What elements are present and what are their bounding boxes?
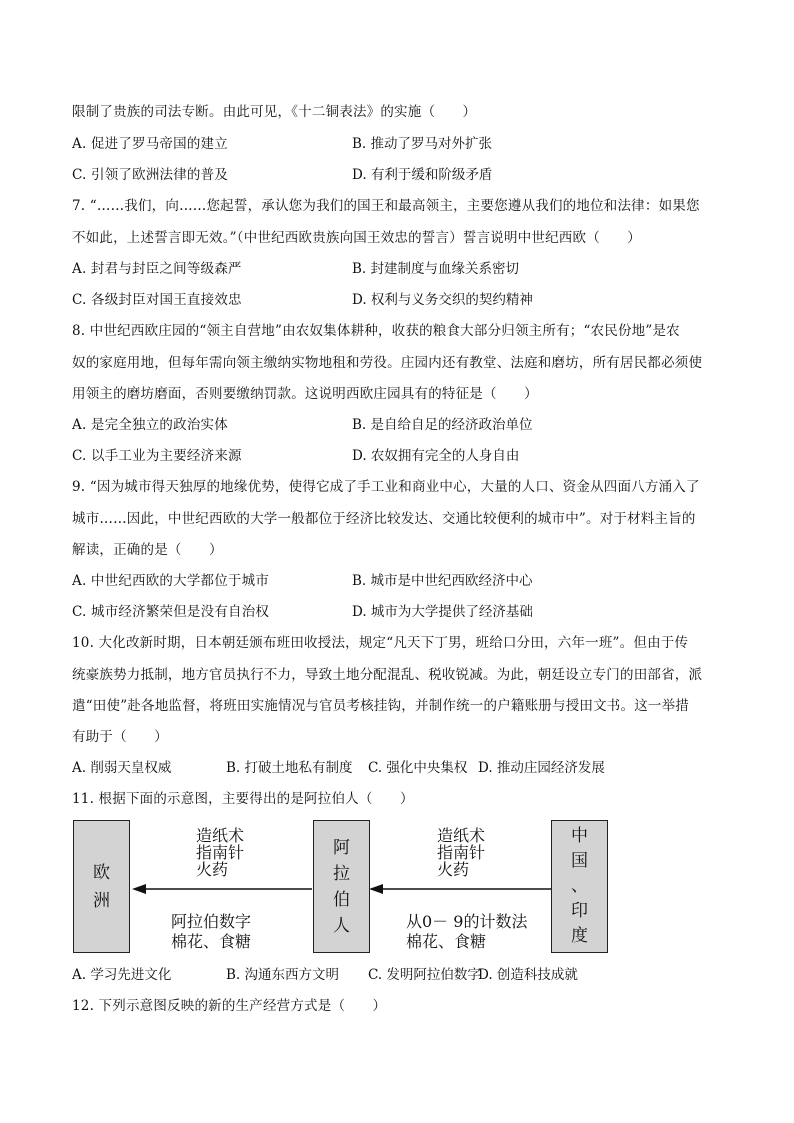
box-arab: 阿 拉 伯 人	[313, 820, 370, 953]
q9-stem-line1: 9. “因为城市得天独厚的地缘优势，使得它成了手工业和商业中心，大量的人口、资金从四面八方涌入了	[72, 479, 700, 495]
q11-option-b: B. 沟通东西方文明	[226, 967, 340, 983]
right-top-labels: 造纸术 指南针 火药	[437, 826, 486, 879]
arrowhead-right	[369, 884, 383, 894]
q9-option-c: C. 城市经济繁荣但是没有自治权	[72, 604, 270, 620]
q9-stem-line3: 解读，正确的是（ ）	[72, 542, 223, 558]
q7-option-d: D. 权利与义务交织的契约精神	[352, 292, 533, 308]
q10-option-d: D. 推动庄园经济发展	[478, 760, 605, 776]
q6-stem-tail: 限制了贵族的司法专断。由此可见，《十二铜表法》的实施（ ）	[72, 104, 477, 120]
q10-stem-line2: 统豪族势力抵制，地方官员执行不力，导致土地分配混乱、税收锐减。为此，朝廷设立专门的田部省，派	[72, 667, 703, 683]
q9-option-b: B. 城市是中世纪西欧经济中心	[352, 573, 533, 589]
q10-option-c: C. 强化中央集权	[368, 760, 468, 776]
q7-option-a: A. 封君与封臣之间等级森严	[72, 261, 242, 277]
q11-option-a: A. 学习先进文化	[72, 967, 172, 983]
q10-stem-line3: 遣“田使”赴各地监督，将班田实施情况与官员考核挂钩，并制作统一的户籍账册与授田文书。这一举措	[72, 698, 690, 714]
q9-option-a: A. 中世纪西欧的大学都位于城市	[72, 573, 270, 589]
q11-option-c: C. 发明阿拉伯数字	[368, 967, 481, 983]
q8-stem-line2: 奴的家庭用地，但每年需向领主缴纳实物地租和劳役。庄园内还有教堂、法庭和磨坊，所有居民都必须使	[72, 355, 703, 371]
q9-stem-line2: 城市……因此，中世纪西欧的大学一般都位于经济比较发达、交通比较便利的城市中”。对于材料主旨的	[72, 511, 696, 527]
q9-option-d: D. 城市为大学提供了经济基础	[352, 604, 533, 620]
q10-stem-line4: 有助于（ ）	[72, 729, 168, 745]
q7-stem-line2: 不如此，上述誓言即无效。”（中世纪西欧贵族向国王效忠的誓言）誓言说明中世纪西欧（ ）	[72, 230, 642, 246]
q6-option-b: B. 推动了罗马对外扩张	[352, 136, 493, 152]
q6-option-c: C. 引领了欧洲法律的普及	[72, 167, 229, 183]
q11-stem: 11. 根据下面的示意图，主要得出的是阿拉伯人（ ）	[72, 791, 414, 807]
q8-stem-line3: 用领主的磨坊磨面，否则要缴纳罚款。这说明西欧庄园具有的特征是（ ）	[72, 386, 538, 402]
q7-option-c: C. 各级封臣对国王直接效忠	[72, 292, 242, 308]
arrowhead-left	[132, 884, 146, 894]
q11-options	[72, 966, 584, 984]
q8-stem-line1: 8. 中世纪西欧庄园的“领主自营地”由农奴集体耕种，收获的粮食大部分归领主所有；“农民份地”是农	[72, 323, 680, 339]
q6-option-a: A. 促进了罗马帝国的建立	[72, 136, 228, 152]
q10-stem-line1: 10. 大化改新时期，日本朝廷颁布班田收授法，规定“凡天下丁男，班给口分田，六年一班”。但由于传	[72, 635, 689, 651]
right-bottom-labels: 从0－ 9的计数法 棉花、食糖	[406, 912, 528, 951]
q10-option-a: A. 削弱天皇权威	[72, 760, 172, 776]
left-top-labels: 造纸术 指南针 火药	[196, 826, 245, 879]
q8-option-d: D. 农奴拥有完全的人身自由	[352, 448, 520, 464]
box-europe: 欧 洲	[73, 820, 130, 953]
q6-option-d: D. 有利于缓和阶级矛盾	[352, 167, 493, 183]
left-bottom-labels: 阿拉伯数字 棉花、食糖	[171, 912, 252, 951]
q8-option-b: B. 是自给自足的经济政治单位	[352, 417, 533, 433]
q8-option-c: C. 以手工业为主要经济来源	[72, 448, 242, 464]
q11-option-d: D. 创造科技成就	[478, 967, 578, 983]
q7-stem-line1: 7. “……我们，向……您起誓，承认您为我们的国王和最高领主，主要您遵从我们的地位和法律：如果您	[72, 198, 700, 214]
q7-option-b: B. 封建制度与血缘关系密切	[352, 261, 520, 277]
q8-option-a: A. 是完全独立的政治实体	[72, 417, 228, 433]
box-china-india: 中 国 、 印 度	[551, 820, 608, 953]
q10-option-b: B. 打破土地私有制度	[226, 760, 353, 776]
q12-stem: 12. 下列示意图反映的新的生产经营方式是（ ）	[72, 998, 387, 1014]
